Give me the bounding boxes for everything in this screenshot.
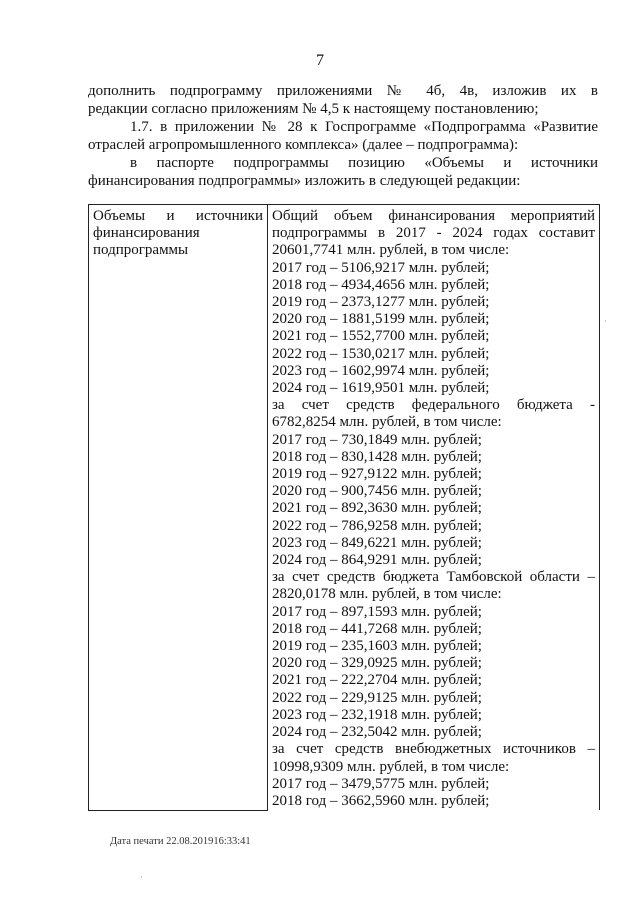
label-cell [89, 205, 268, 811]
value-line: 2021 год – 1552,7700 млн. рублей; [272, 328, 490, 345]
value-line: 2019 год – 2373,1277 млн. рублей; [272, 294, 490, 311]
value-line: 2022 год – 786,9258 млн. рублей; [272, 517, 482, 534]
value-line: 10998,9309 млн. рублей, в том числе: [272, 758, 510, 775]
scan-speck: · [140, 872, 143, 882]
intro-line: финансирования подпрограммы» изложить в следующей редакции: [88, 173, 521, 189]
value-line: 2023 год – 232,1918 млн. рублей; [272, 706, 482, 723]
intro-text [88, 82, 598, 190]
label-line: финансирования [93, 225, 200, 242]
value-line: 2021 год – 222,2704 млн. рублей; [272, 672, 482, 689]
intro-line: 1.7. в приложении № 28 к Госпрограмме «Подпрограмма «Развитие [130, 119, 598, 135]
value-line: 6782,8254 млн. рублей, в том числе: [272, 414, 502, 431]
financing-table [88, 204, 600, 811]
value-line: 2024 год – 864,9291 млн. рублей; [272, 552, 482, 569]
value-line: 2020 год – 900,7456 млн. рублей; [272, 483, 482, 500]
value-line: 2017 год – 5106,9217 млн. рублей; [272, 259, 490, 276]
label-line: Объемы и источники [93, 208, 263, 224]
print-date: Дата печати 22.08.201916:33:41 [110, 836, 251, 847]
value-line: 2017 год – 3479,5775 млн. рублей; [272, 775, 490, 792]
label-line: подпрограммы [93, 242, 189, 259]
value-line: 2820,0178 млн. рублей, в том числе: [272, 586, 502, 603]
value-line: 2023 год – 1602,9974 млн. рублей; [272, 362, 490, 379]
table-row [89, 205, 600, 811]
value-line: 2018 год – 441,7268 млн. рублей; [272, 620, 482, 637]
intro-line: отраслей агропромышленного комплекса» (далее – подпрограмма): [88, 137, 519, 153]
value-line: 2018 год – 3662,5960 млн. рублей; [272, 792, 490, 809]
value-line: 20601,7741 млн. рублей, в том числе: [272, 242, 510, 259]
value-line: 2018 год – 830,1428 млн. рублей; [272, 448, 482, 465]
scan-speck: · [604, 316, 607, 326]
value-line: за счет средств внебюджетных источников – [272, 741, 595, 758]
value-line: 2023 год – 849,6221 млн. рублей; [272, 534, 482, 551]
intro-line: дополнить подпрограмму приложениями № 4б, 4в, изложив их в [88, 83, 598, 99]
value-line: 2020 год – 329,0925 млн. рублей; [272, 655, 482, 672]
value-line: подпрограммы в 2017 - 2024 годах составит [272, 225, 595, 242]
value-line: 2020 год – 1881,5199 млн. рублей; [272, 311, 490, 328]
value-line: 2024 год – 1619,9501 млн. рублей; [272, 380, 490, 397]
value-line: 2019 год – 927,9122 млн. рублей; [272, 466, 482, 483]
value-line: 2017 год – 730,1849 млн. рублей; [272, 431, 482, 448]
value-line: 2021 год – 892,3630 млн. рублей; [272, 500, 482, 517]
intro-line: в паспорте подпрограммы позицию «Объемы и источники [130, 155, 598, 171]
value-cell [268, 205, 600, 811]
value-line: 2022 год – 1530,0217 млн. рублей; [272, 345, 490, 362]
value-line: 2018 год – 4934,4656 млн. рублей; [272, 276, 490, 293]
value-line: 2019 год – 235,1603 млн. рублей; [272, 638, 482, 655]
value-line: за счет средств бюджета Тамбовской области – [272, 569, 595, 586]
intro-line: редакции согласно приложениям № 4,5 к настоящему постановлению; [88, 101, 539, 117]
page-number: 7 [316, 52, 324, 69]
value-line: 2024 год – 232,5042 млн. рублей; [272, 724, 482, 741]
value-line: Общий объем финансирования мероприятий [272, 208, 595, 224]
value-line: 2022 год – 229,9125 млн. рублей; [272, 689, 482, 706]
value-line: за счет средств федерального бюджета - [272, 397, 595, 414]
value-line: 2017 год – 897,1593 млн. рублей; [272, 603, 482, 620]
